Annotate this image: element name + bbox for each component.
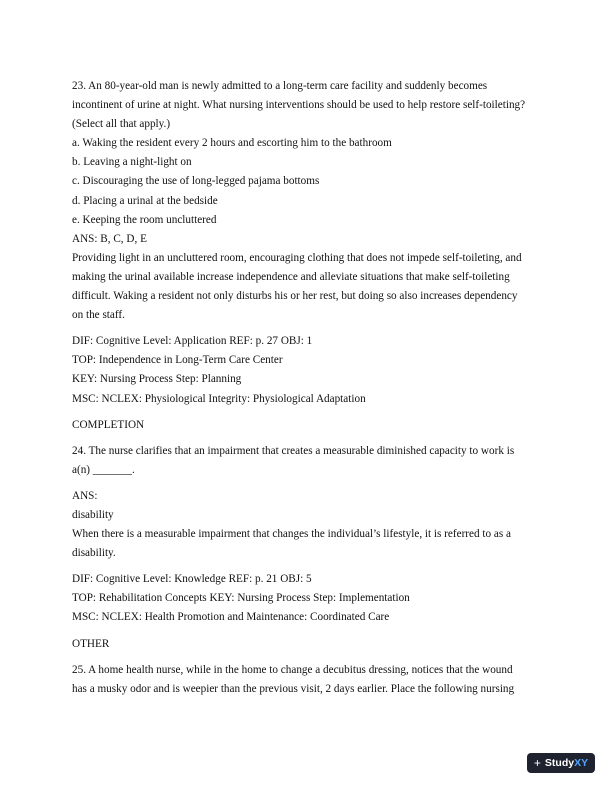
answer-key: ANS: B, C, D, E <box>72 232 147 245</box>
question-stem-line: has a musky odor and is weepier than the previous visit, 2 days earlier. Place the following nursing <box>72 682 515 695</box>
spacer <box>72 628 542 635</box>
question-stem-line: 23. An 80-year-old man is newly admitted to a long-term care facility and suddenly becomes <box>72 80 488 92</box>
watermark-accent: XY <box>574 757 589 769</box>
metadata-line: MSC: NCLEX: Health Promotion and Maintenance: Coordinated Care <box>72 611 390 624</box>
spacer <box>72 654 542 661</box>
answer-option-c: c. Discouraging the use of long-legged pajama bottoms <box>72 175 320 188</box>
rationale-line: difficult. Waking a resident not only disturbs his or her rest, but doing so also increases dependency <box>72 290 518 303</box>
spacer <box>72 563 542 570</box>
question-stem-line: 25. A home health nurse, while in the home to change a decubitus dressing, notices that the wound <box>72 663 513 676</box>
answer-option-e: e. Keeping the room uncluttered <box>72 213 217 226</box>
question-stem-line: a(n) _______. <box>72 463 135 476</box>
metadata-line: DIF: Cognitive Level: Knowledge REF: p. 21 OBJ: 5 <box>72 573 312 586</box>
question-stem-line: incontinent of urine at night. What nursing interventions should be used to help restore self-toileting? <box>72 99 526 112</box>
answer-label: ANS: <box>72 489 98 502</box>
question-stem-line: (Select all that apply.) <box>72 118 171 131</box>
answer-option-b: b. Leaving a night-light on <box>72 156 192 169</box>
question-stem-line: 24. The nurse clarifies that an impairment that creates a measurable diminished capacity to work is <box>72 444 515 457</box>
rationale-line: Providing light in an uncluttered room, encouraging clothing that does not impede self-toileting, and <box>72 251 522 264</box>
metadata-line: KEY: Nursing Process Step: Planning <box>72 373 242 386</box>
spacer <box>72 480 542 487</box>
spacer <box>72 409 542 416</box>
rationale-line: When there is a measurable impairment that changes the individual’s lifestyle, it is referred to as a <box>72 528 511 541</box>
question-25 <box>72 661 542 699</box>
metadata-line: TOP: Independence in Long-Term Care Center <box>72 354 283 367</box>
spacer <box>72 325 542 332</box>
rationale-line: making the urinal available increase independence and alleviate situations that make self-toileting <box>72 270 510 283</box>
answer-key: disability <box>72 508 114 521</box>
question-23 <box>72 77 542 409</box>
metadata-line: TOP: Rehabilitation Concepts KEY: Nursing Process Step: Implementation <box>72 592 410 605</box>
metadata-line: MSC: NCLEX: Physiological Integrity: Physiological Adaptation <box>72 392 366 405</box>
section-heading-other: OTHER <box>72 637 110 650</box>
answer-option-d: d. Placing a urinal at the bedside <box>72 194 218 207</box>
watermark-prefix: Study <box>544 757 575 769</box>
plus-icon: + <box>533 756 541 770</box>
studyxy-watermark-badge[interactable] <box>527 753 595 773</box>
rationale-line: on the staff. <box>72 309 125 322</box>
metadata-line: DIF: Cognitive Level: Application REF: p. 27 OBJ: 1 <box>72 335 313 348</box>
document-page <box>72 77 542 699</box>
answer-option-a: a. Waking the resident every 2 hours and escorting him to the bathroom <box>72 137 392 150</box>
spacer <box>72 435 542 442</box>
question-24 <box>72 442 542 628</box>
rationale-line: disability. <box>72 547 116 560</box>
section-heading-completion: COMPLETION <box>72 418 145 431</box>
